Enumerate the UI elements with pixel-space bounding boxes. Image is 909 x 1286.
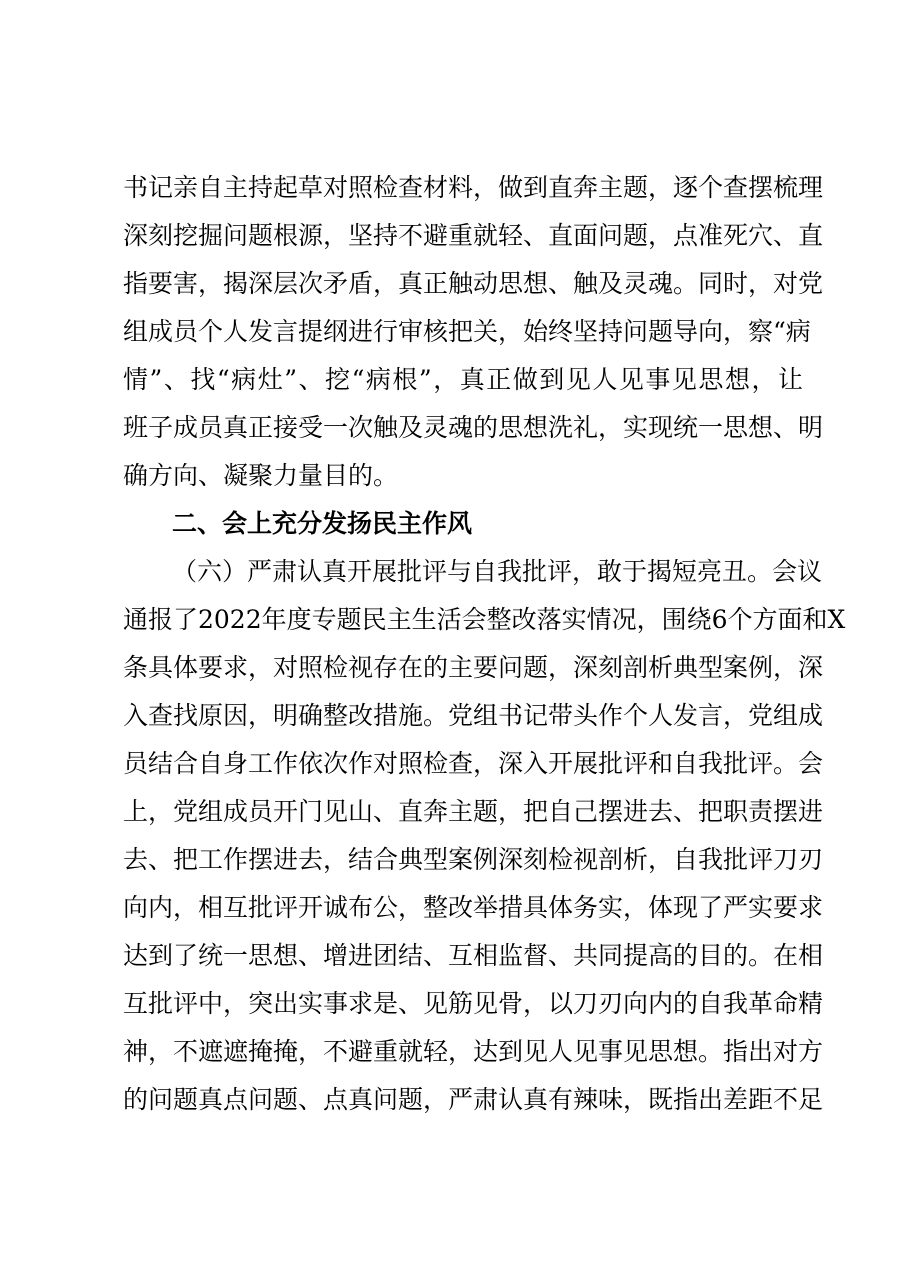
paragraph-line: 向内，相互批评开诚布公，整改举措具体务实，体现了严实要求 <box>123 893 824 922</box>
paragraph-line: （六）严肃认真开展批评与自我批评，敢于揭短亮丑。会议 <box>172 557 823 586</box>
paragraph-line: 深刻挖掘问题根源，坚持不避重就轻、直面问题，点准死穴、直 <box>123 221 824 250</box>
paragraph-line: 神，不遮遮掩掩，不避重就轻，达到见人见事见思想。指出对方 <box>123 1037 824 1066</box>
paragraph-line: 书记亲自主持起草对照检查材料，做到直奔主题，逐个查摆梳理 <box>123 173 824 202</box>
paragraph-line: 入查找原因，明确整改措施。党组书记带头作个人发言，党组成 <box>123 701 824 730</box>
paragraph-line: 的问题真点问题、点真问题，严肃认真有辣味，既指出差距不足 <box>123 1085 824 1114</box>
paragraph-line: 条具体要求，对照检视存在的主要问题，深刻剖析典型案例，深 <box>123 653 824 682</box>
paragraph-line: 员结合自身工作依次作对照检查，深入开展批评和自我批评。会 <box>123 749 824 778</box>
paragraph-line: 情”、找“病灶”、挖“病根”，真正做到见人见事见思想，让 <box>123 365 803 394</box>
paragraph-line: 达到了统一思想、增进团结、互相监督、共同提高的目的。在相 <box>123 941 824 970</box>
paragraph-line: 通报了2022年度专题民主生活会整改落实情况，围绕6个方面和X <box>123 605 846 634</box>
paragraph-line: 组成员个人发言提纲进行审核把关，始终坚持问题导向，察“病 <box>123 317 811 346</box>
paragraph-line: 上，党组成员开门见山、直奔主题，把自己摆进去、把职责摆进 <box>123 797 824 826</box>
section-heading: 二、会上充分发扬民主作风 <box>172 509 473 538</box>
paragraph-line: 确方向、凝聚力量目的。 <box>123 461 399 490</box>
paragraph-line: 去、把工作摆进去，结合典型案例深刻检视剖析，自我批评刀刃 <box>123 845 824 874</box>
paragraph-line: 指要害，揭深层次矛盾，真正触动思想、触及灵魂。同时，对党 <box>123 269 824 298</box>
paragraph-line: 互批评中，突出实事求是、见筋见骨，以刀刃向内的自我革命精 <box>123 989 824 1018</box>
paragraph-line: 班子成员真正接受一次触及灵魂的思想洗礼，实现统一思想、明 <box>123 413 824 442</box>
